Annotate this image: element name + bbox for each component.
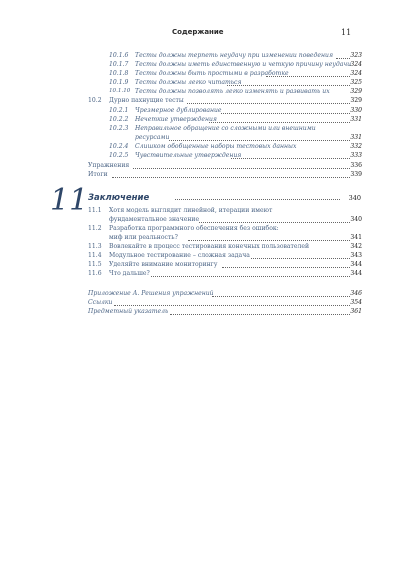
toc-entry[interactable]: 11.5 Уделяйте внимание мониторингу 344 (88, 261, 362, 268)
toc-entry[interactable]: 10.2.4 Слишком обобщенные наборы тестовых данных 332 (109, 143, 362, 150)
toc-entry[interactable]: 11.2 Разработка программного обеспечения без ошибок: (88, 225, 279, 232)
toc-entry[interactable]: 10.2.5 Чувствительные утверждения 333 (109, 152, 362, 159)
toc-entry[interactable]: 10.2.2 Нечеткие утверждения 331 (109, 116, 362, 123)
chapter-number: 11 (50, 183, 89, 218)
chapter-page: 340 (348, 194, 361, 202)
toc-entry[interactable]: 11.3 Вовлекайте в процесс тестирования конечных пользователей 342 (88, 243, 362, 250)
toc-entry[interactable]: Итоги 339 (88, 171, 362, 178)
toc-entry[interactable]: 11.1 Хотя модель выглядит линейной, итерации имеют (88, 207, 273, 214)
page-header (0, 28, 400, 42)
toc-entry[interactable]: 10.2.1 Чрезмерное дублирование 330 (109, 107, 362, 114)
toc-entry[interactable]: 10.1.8 Тесты должны быть простыми в разработке 324 (109, 70, 362, 77)
toc-entry-continued[interactable]: фундаментальное значение 340 (109, 216, 362, 223)
toc-entry[interactable]: 10.1.7 Тесты должны иметь единственную и четкую причину неудачи 324 (109, 61, 362, 68)
toc-entry[interactable]: 10.1.6 Тесты должны терпеть неудачу при изменении поведения 323 (109, 52, 362, 59)
toc-entry[interactable]: Приложение А. Решения упражнений 346 (88, 290, 362, 297)
toc-entry[interactable]: 10.2 Дурно пахнущие тесты 329 (88, 97, 362, 104)
toc-entry[interactable]: 10.2.3 Неправильное обращение со сложными или внешними (109, 125, 316, 132)
page-number: 11 (341, 28, 352, 37)
toc-entry[interactable]: Предметный указатель 361 (88, 308, 362, 315)
toc-entry-continued[interactable]: миф или реальность? 341 (109, 234, 362, 241)
running-title: Содержание (172, 28, 224, 36)
chapter-title[interactable]: Заключение (88, 193, 150, 203)
toc-entry[interactable]: Упражнения 336 (88, 162, 362, 169)
toc-entry[interactable]: 10.1.9 Тесты должны легко читаться 325 (109, 79, 362, 86)
toc-entry-continued[interactable]: ресурсами 331 (135, 134, 362, 141)
leader-dots (175, 199, 340, 200)
toc-entry[interactable]: 10.1.10 Тесты должны позволять легко изменять и развивать их 329 (109, 88, 362, 95)
toc-entry[interactable]: 11.4 Модульное тестирование – сложная задача 343 (88, 252, 362, 259)
toc-entry[interactable]: Ссылки 354 (88, 299, 362, 306)
toc-entry[interactable]: 11.6 Что дальше? 344 (88, 270, 362, 277)
